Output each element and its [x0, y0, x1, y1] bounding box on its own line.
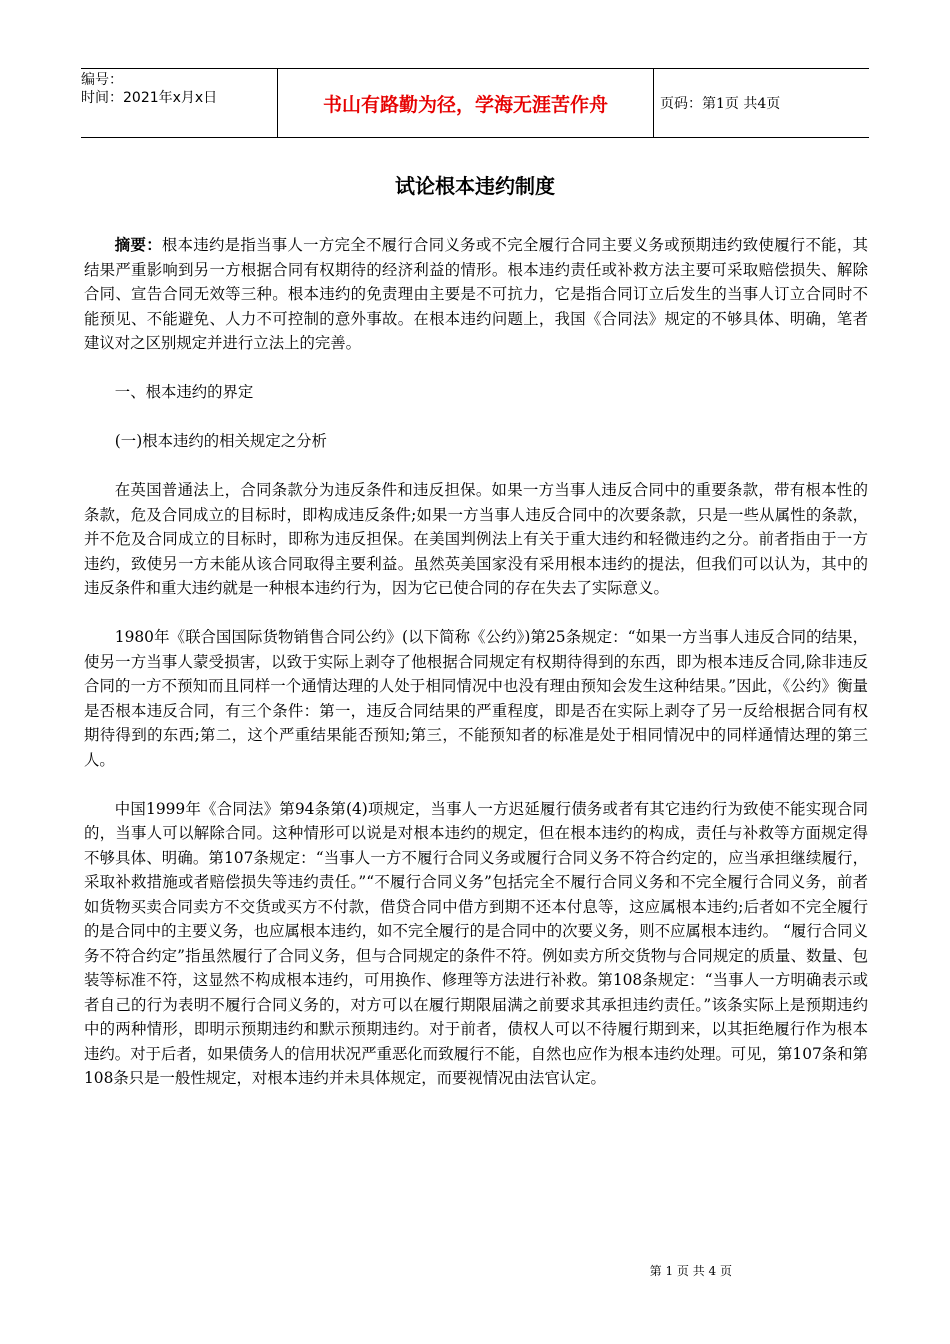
abstract-text: 根本违约是指当事人一方完全不履行合同义务或不完全履行合同主要义务或预期违约致使履行不能，其结果严重影响到另一方根据合同有权期待的经济利益的情形。根本违约责任或补救方法主要可采取赔偿损失、解除合同、宣告合同无效等三种。根本违约的免责理由主要是不可抗力，它是指合同订立后发生的当事人订立合同时不能预见、不能避免、人力不可控制的意外事故。在根本违约问题上，我国《合同法》规定的不够具体、明确，笔者建议对之区别规定并进行立法上的完善。	[84, 236, 868, 352]
document-title: 试论根本违约制度	[395, 174, 555, 198]
abstract-label: 摘要：	[114, 236, 162, 254]
body-paragraph: 1980年《联合国国际货物销售合同公约》(以下简称《公约》)第25条规定：“如果一方当事人违反合同的结果，使另一方当事人蒙受损害，以致于实际上剥夺了他根据合同规定有权期待得到的东西，即为根本违反合同,除非违反合同的一方不预知而且同样一个通情达理的人处于相同情况中也没有理由预知会发生这种结果。”因此，《公约》衡量是否根本违反合同，有三个条件：第一，违反合同结果的严重程度，即是否在实际上剥夺了另一反给根据合同有权期待得到的东西;第二，这个严重结果能否预知;第三，不能预知者的标准是处于相同情况中的同样通情达理的第三人。	[84, 628, 868, 769]
abstract-paragraph	[84, 233, 868, 356]
document-date: 时间：2021年x月x日	[81, 90, 218, 106]
header-page-info: 页码：第1页 共4页	[660, 96, 781, 112]
body-paragraph: 中国1999年《合同法》第94条第(4)项规定，当事人一方迟延履行债务或者有其它违约行为致使不能实现合同的，当事人可以解除合同。这种情形可以说是对根本违约的规定，但在根本违约的构成，责任与补救等方面规定得不够具体、明确。第107条规定：“当事人一方不履行合同义务或履行合同义务不符合约定的，应当承担继续履行，采取补救措施或者赔偿损失等违约责任。”“不履行合同义务”包括完全不履行合同义务和不完全履行合同义务，前者如货物买卖合同卖方不交货或买方不付款，借贷合同中借方到期不还本付息等，这应属根本违约;后者如不完全履行的是合同中的主要义务，也应属根本违约，如不完全履行的是合同中的次要义务，则不应属根本违约。 “履行合同义务不符合约定”指虽然履行了合同义务，但与合同规定的条件不符。例如卖方所交货物与合同规定的质量、数量、包装等标准不符，这显然不构成根本违约，可用换作、修理等方法进行补救。第108条规定：“当事人一方明确表示或者自己的行为表明不履行合同义务的，对方可以在履行期限届满之前要求其承担违约责任。”该条实际上是预期违约中的两种情形，即明示预期违约和默示预期违约。对于前者，债权人可以不待履行期到来，以其拒绝履行作为根本违约。对于后者，如果债务人的信用状况严重恶化而致履行不能，自然也应作为根本违约处理。可见，第107条和第108条只是一般性规定，对根本违约并未具体规定，而要视情况由法官认定。	[84, 799, 868, 1087]
page-header	[81, 68, 869, 138]
section-heading: 一、根本违约的界定	[114, 383, 254, 401]
header-motto: 书山有路勤为径，学海无涯苦作舟	[278, 69, 654, 137]
document-number: 编号：	[81, 72, 123, 88]
page-footer	[0, 1262, 950, 1279]
footer-page-number: 第 1 页 共 4 页	[649, 1264, 732, 1278]
subsection-heading: (一)根本违约的相关规定之分析	[114, 432, 327, 450]
body-paragraph: 在英国普通法上，合同条款分为违反条件和违反担保。如果一方当事人违反合同中的重要条款，带有根本性的条款，危及合同成立的目标时，即构成违反条件;如果一方当事人违反合同中的次要条款，只是一些从属性的条款，并不危及合同成立的目标时，即称为违反担保。在美国判例法上有关于重大违约和轻微违约之分。前者指由于一方违约，致使另一方未能从该合同取得主要利益。虽然英美国家没有采用根本违约的提法，但我们可以认为，其中的违反条件和重大违约就是一种根本违约行为，因为它已使合同的存在失去了实际意义。	[84, 481, 868, 597]
header-meta	[81, 69, 278, 137]
document-body	[84, 233, 868, 1115]
